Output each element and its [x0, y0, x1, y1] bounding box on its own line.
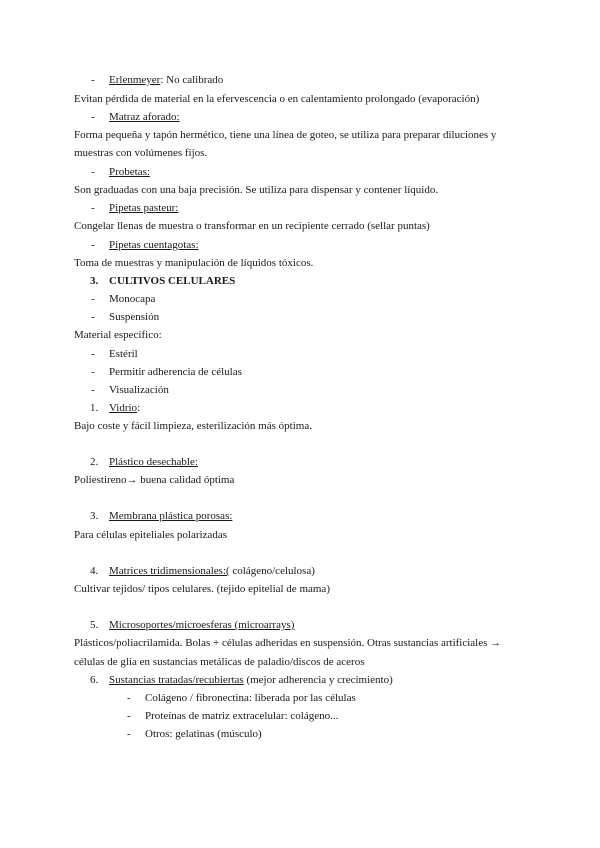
membrana-label: Membrana plástica porosas: [109, 510, 233, 522]
esteril-item: Estéril [109, 348, 138, 360]
sustancias-label: Sustancias tratadas/recubiertas [109, 674, 244, 686]
material-especifico-heading: Material específico: [74, 329, 162, 341]
proteinas-subitem: Proteínas de matriz extracelular: colágeno... [145, 710, 339, 722]
microsoportes-description-line2: células de glía en sustancias metálicas de paladio/discos de aceros [74, 656, 365, 668]
microsoportes-label: Microsoportes/microesferas (microarrays) [109, 619, 295, 631]
pipetas-pasteur-description: Congelar llenas de muestra o transformar en un recipiente cerrado (sellar puntas) [74, 220, 430, 232]
bullet-dash: - [91, 74, 95, 86]
probetas-description: Son graduadas con una baja precisión. Se utiliza para dispensar y contener líquido. [74, 184, 439, 196]
item-number: 4. [90, 565, 99, 577]
colageno-subitem: Colágeno / fibronectina: liberada por las células [145, 692, 356, 704]
vidrio-label: Vidrio [109, 402, 138, 414]
pipetas-pasteur-label: Pipetas pasteur: [109, 202, 179, 214]
sustancias-item [109, 673, 393, 687]
item-number: 3. [90, 510, 99, 522]
bullet-dash: - [127, 692, 131, 704]
vidrio-item [109, 401, 140, 415]
bullet-dash: - [91, 202, 95, 214]
bullet-dash: - [127, 728, 131, 740]
monocapa-item: Monocapa [109, 293, 156, 305]
vidrio-description: Bajo coste y fácil limpieza, esterilización más óptima. [74, 420, 312, 432]
erlenmeyer-item [109, 73, 223, 87]
section-title: CULTIVOS CELULARES [109, 275, 236, 287]
otros-subitem: Otros: gelatinas (músculo) [145, 728, 262, 740]
item-number: 5. [90, 619, 99, 631]
visualizacion-item: Visualización [109, 384, 169, 396]
bullet-dash: - [91, 166, 95, 178]
probetas-label: Probetas: [109, 166, 150, 178]
section-number: 3. [90, 275, 99, 287]
suspension-item: Suspensión [109, 311, 160, 323]
erlenmeyer-description: Evitan pérdida de material en la efervescencia o en calentamiento prolongado (evaporación) [74, 93, 480, 105]
microsoportes-description-line1: Plásticos/poliacrilamida. Bolas + células adheridas en suspensión. Otras sustancias artificiales → [74, 637, 502, 649]
bullet-dash: - [91, 239, 95, 251]
matrices-description: Cultivar tejidos/ tipos celulares. (tejido epitelial de mama) [74, 583, 330, 595]
matrices-rest: colágeno/celulosa) [229, 565, 315, 577]
plastico-description: Poliestireno→ buena calidad óptima [74, 474, 235, 486]
erlenmeyer-label: Erlenmeyer [109, 74, 161, 86]
erlenmeyer-rest: : No calibrado [160, 74, 224, 86]
membrana-description: Para células epiteliales polarizadas [74, 529, 228, 541]
matrices-label: Matrices tridimensionales:( [109, 565, 230, 577]
item-number: 1. [90, 402, 99, 414]
matraz-label: Matraz aforado: [109, 111, 180, 123]
bullet-dash: - [91, 311, 95, 323]
vidrio-rest: : [137, 402, 141, 414]
pipetas-cuentagotas-label: Pipetas cuentagotas: [109, 239, 199, 251]
bullet-dash: - [91, 366, 95, 378]
bullet-dash: - [127, 710, 131, 722]
item-number: 6. [90, 674, 99, 686]
matraz-description-line1: Forma pequeña y tapón hermético, tiene una línea de goteo, se utiliza para preparar diluciones y [74, 129, 497, 141]
item-number: 2. [90, 456, 99, 468]
matraz-description-line2: muestras con volúmenes fijos. [74, 147, 208, 159]
sustancias-rest: (mejor adherencia y crecimiento) [243, 674, 393, 686]
bullet-dash: - [91, 293, 95, 305]
bullet-dash: - [91, 348, 95, 360]
pipetas-cuentagotas-description: Toma de muestras y manipulación de líquidos tóxicos. [74, 257, 314, 269]
bullet-dash: - [91, 111, 95, 123]
adherencia-item: Permitir adherencia de células [109, 366, 242, 378]
plastico-label: Plástico desechable: [109, 456, 198, 468]
matrices-item [109, 564, 315, 578]
bullet-dash: - [91, 384, 95, 396]
